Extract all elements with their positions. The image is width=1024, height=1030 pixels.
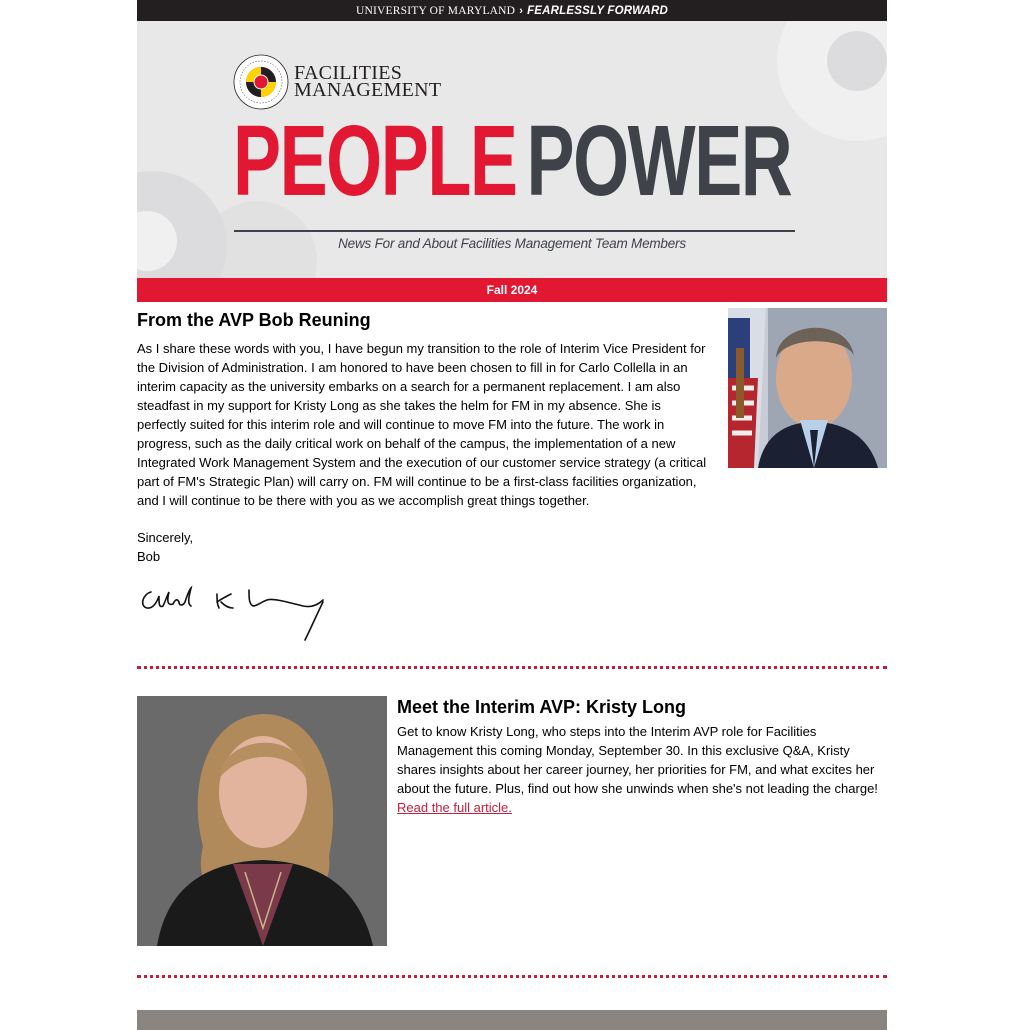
- issue-bar: [137, 278, 887, 302]
- fm-line1: FACILITIES: [294, 62, 403, 84]
- kristy-long-portrait: [137, 696, 387, 946]
- section-divider: [137, 975, 887, 978]
- interim-avp-body: Get to know Kristy Long, who steps into the Interim AVP role for Facilities Management this coming Monday, September 30. In this exclusive Q&A, Kristy shares insights about her career journey, her priorities for FM, and what excites her about the future. Plus, find out how she unwinds when she's not leading the charge!: [397, 724, 878, 796]
- next-article-image: [137, 1010, 887, 1030]
- gear-decoration: [827, 31, 887, 91]
- avp-letter-heading: From the AVP Bob Reuning: [137, 310, 371, 330]
- section-divider: [137, 666, 887, 669]
- fearlessly-forward-tagline: FEARLESSLY FORWARD: [527, 4, 669, 17]
- university-name[interactable]: UNIVERSITY OF MARYLAND: [355, 4, 516, 17]
- letter-closing: [137, 528, 193, 566]
- newsletter: [137, 0, 887, 815]
- avp-letter-section: [137, 302, 887, 652]
- title-people: PEOPLE: [233, 105, 517, 217]
- umd-seal-icon: [233, 54, 289, 110]
- issue-label: Fall 2024: [486, 283, 538, 297]
- interim-avp-section: [137, 696, 887, 946]
- masthead: [137, 21, 887, 278]
- umd-topbar: [137, 0, 887, 21]
- read-full-article-link[interactable]: Read the full article.: [397, 800, 512, 815]
- avp-letter-body: As I share these words with you, I have begun my transition to the role of Interim Vice President for the Division of Administration. I am honored to have been chosen to fill in for Carlo Collella in an interim capacity as the university embarks on a search for a permanent replacement. I am also steadfast in my support for Kristy Long as she takes the helm for FM in my absence. She is perfectly suited for this interim role and will continue to move FM into the future. The work in progress, such as the daily critical work on behalf of the campus, the implementation of a new Integrated Work Management System and the execution of our customer service strategy (a critical part of FM's Strategic Plan) will carry on. FM will continue to be a first-class facilities organization, and I will continue to be there with you as we accomplish great things together.: [137, 341, 707, 508]
- closing-salutation: Sincerely,: [137, 530, 194, 545]
- masthead-tagline: News For and About Facilities Management Team Members: [338, 236, 686, 251]
- signature-image: [137, 584, 327, 644]
- fm-line2: MANAGEMENT: [294, 79, 442, 101]
- interim-avp-heading: Meet the Interim AVP: Kristy Long: [397, 697, 687, 717]
- fm-logo[interactable]: [233, 54, 441, 110]
- bob-reuning-portrait: [728, 308, 887, 468]
- title-power: POWER: [526, 105, 792, 217]
- closing-name: Bob: [137, 549, 161, 564]
- people-power-title: [233, 105, 792, 217]
- chevron-right-icon: ›: [519, 4, 524, 17]
- title-underline: [234, 230, 795, 232]
- interim-avp-blurb: [397, 722, 887, 817]
- fm-wordmark: [294, 62, 442, 101]
